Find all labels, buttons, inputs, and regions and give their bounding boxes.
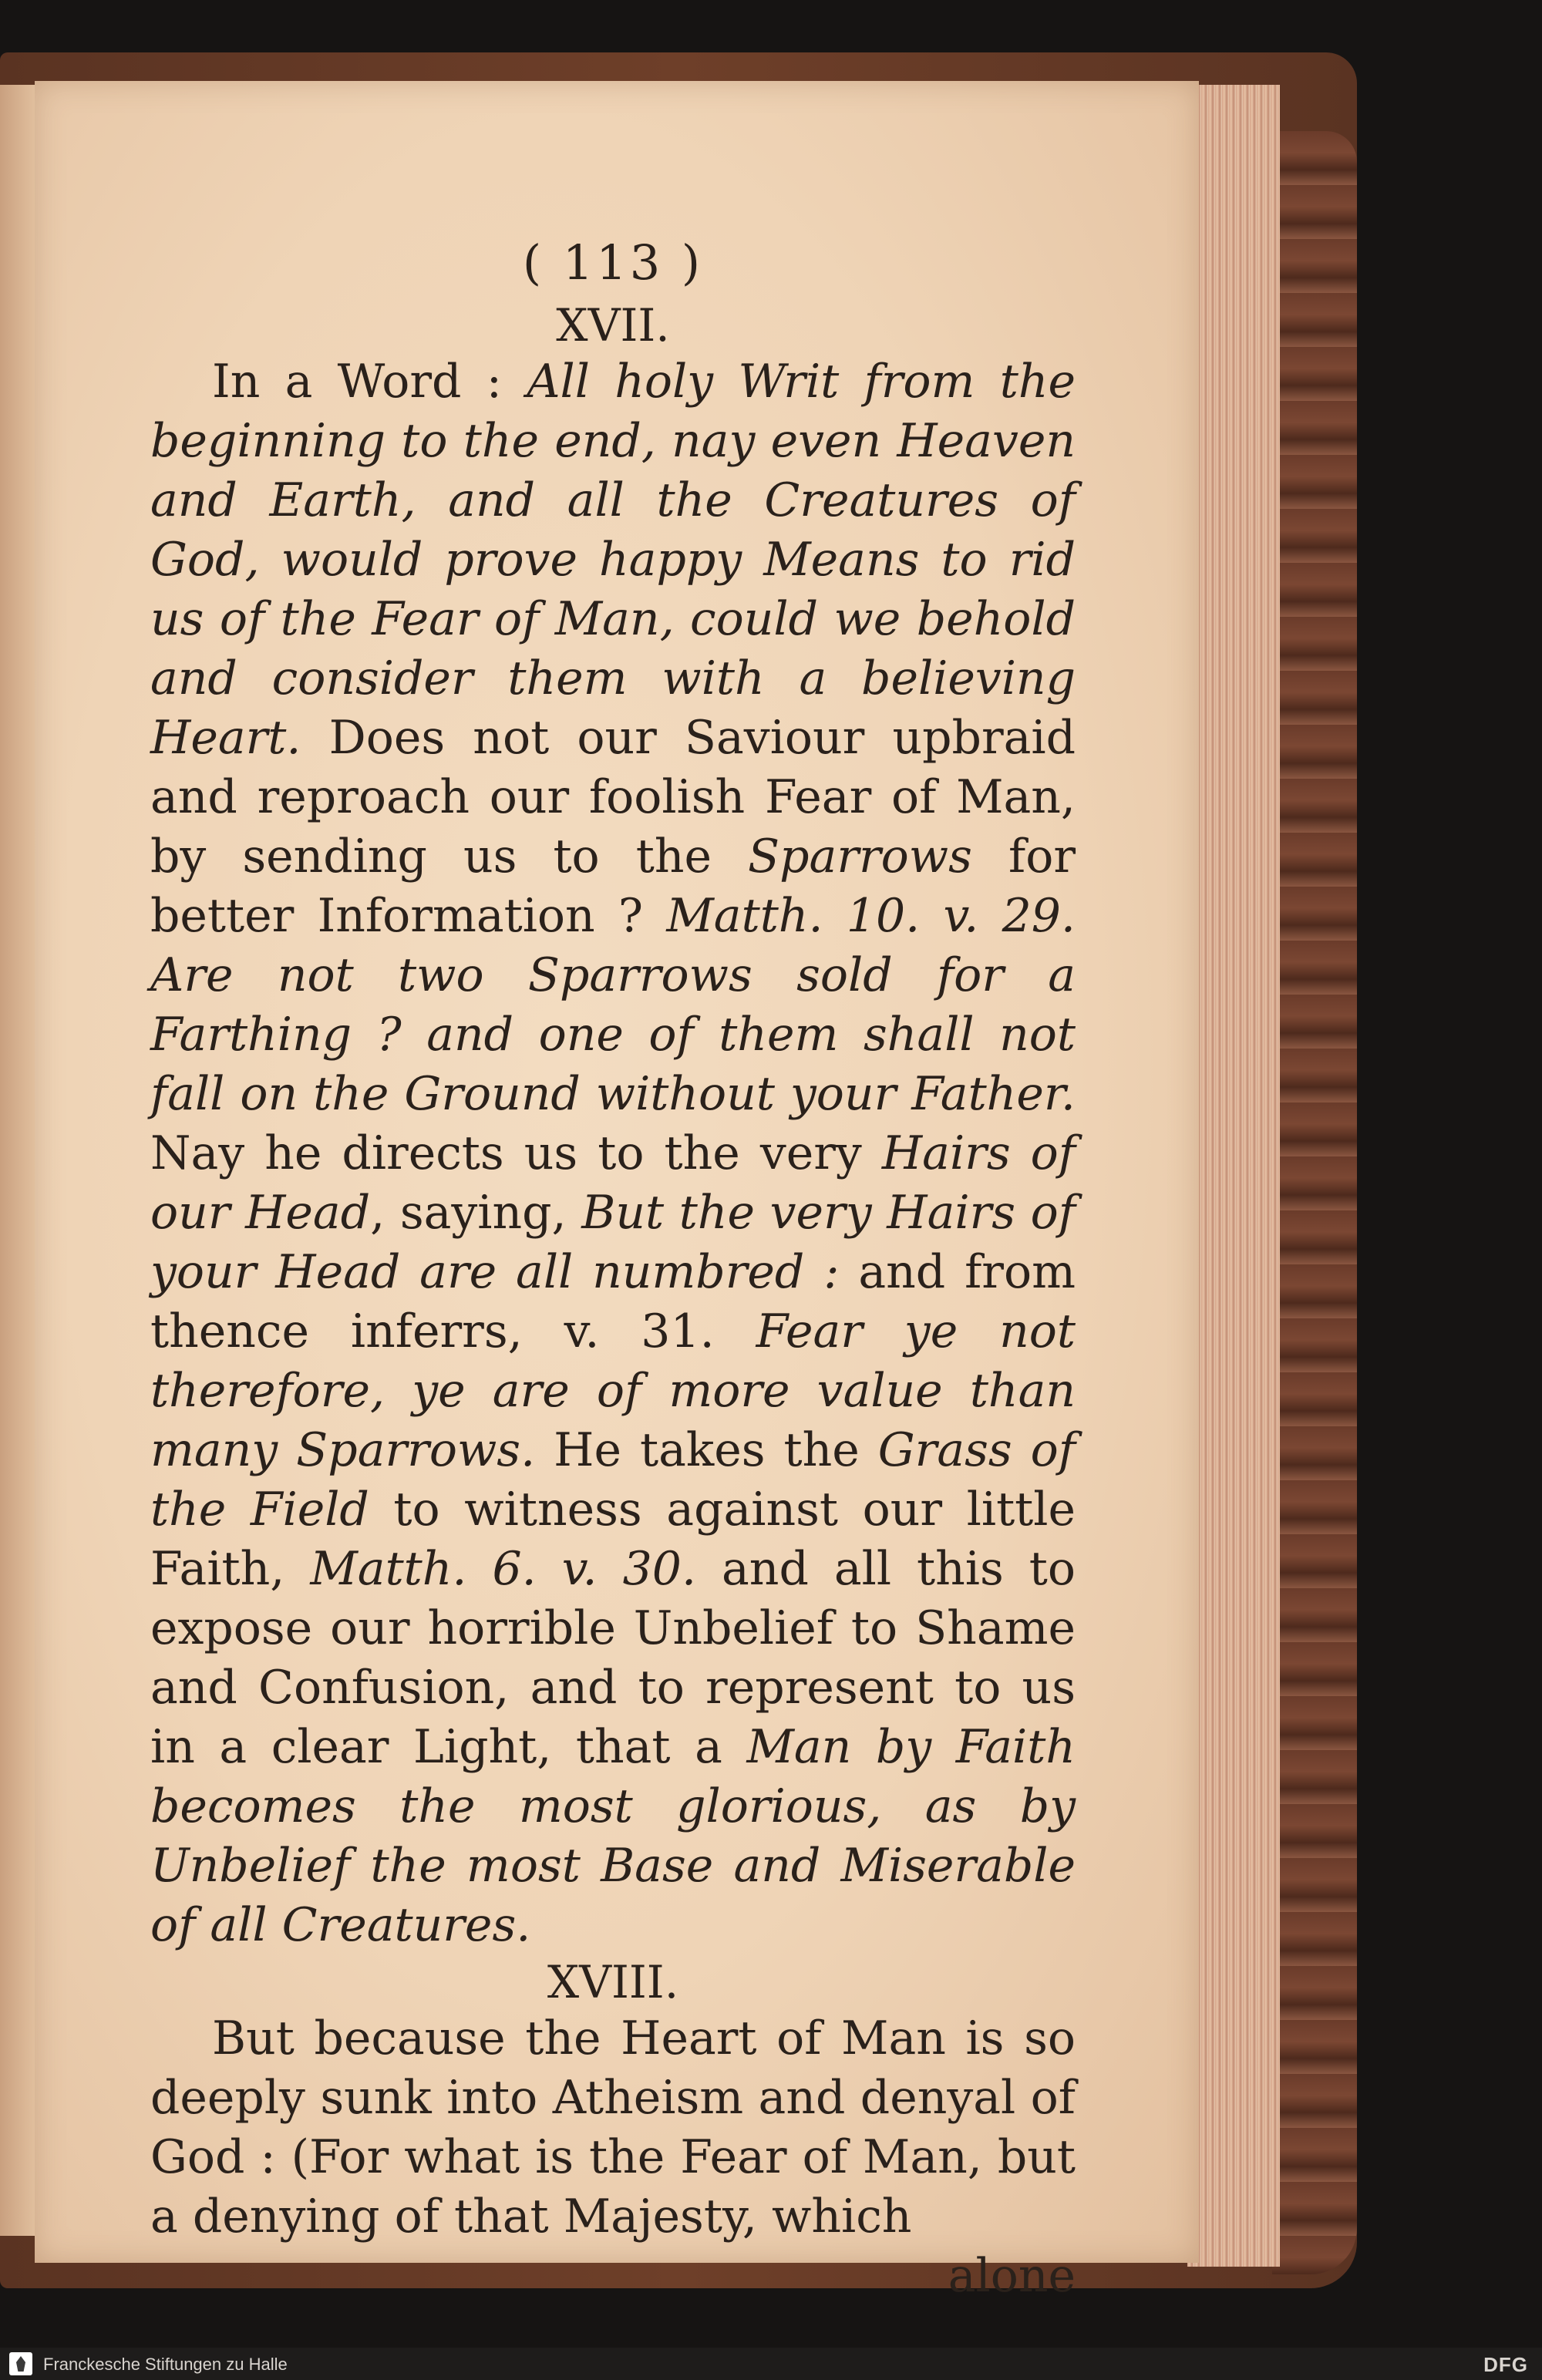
italic-run: But the very Hairs of your Head are all numbred : [150,1186,1076,1299]
roman-run: In a Word : [212,355,527,409]
page-block-edges [1187,85,1280,2267]
italic-run: Hairs of our Head [150,1126,1076,1240]
italic-run: Grass of the Field [150,1423,1076,1537]
paragraph-xviii: But because the Heart of Man is so deeply sunk into Atheism and denyal of God : (For what is the Fear of Man, but a denying of that Majesty, which [150,2011,1076,2244]
page-number: ( 113 ) [522,234,704,291]
roman-run: to witness against our little Faith, [150,1483,1076,1596]
italic-run: Fear ye not therefore, ye are of more value than many Sparrows. [150,1304,1076,1477]
page-text [150,235,1076,2306]
roman-run: , saying, [370,1186,582,1240]
institution-logo-icon [9,2352,32,2375]
paragraph-xvii [150,352,1076,1955]
roman-run: He takes the [535,1423,878,1477]
italic-run: All holy Writ from the beginning to the end, nay even Heaven and Earth, and all the Creatures of God, would prove happy Means to rid us of the Fear of Man, could we behold and consider them with a believing Heart. [150,355,1076,765]
book-spine-edge [1272,131,1357,2274]
dfg-logo: DFG [1483,2353,1528,2376]
roman-run: for better Information ? [150,830,1076,943]
institution-name: Franckesche Stiftungen zu Halle [43,2355,288,2374]
book-page [35,81,1199,2303]
roman-run: Does not our Saviour upbraid and reproach our foolish Fear of Man, by sending us to the [150,711,1076,884]
section-heading-xvii: XVII. [556,299,670,352]
roman-run: and all this to expose our horrible Unbelief to Shame and Confusion, and to represent to us in a clear Light, that a [150,1542,1076,1774]
section-heading-xviii: XVIII. [547,1956,679,2008]
italic-run: Man by Faith becomes the most glorious, as by Unbelief the most Base and Miserable of all Creatures. [150,1720,1076,1952]
italic-run: Sparrows [748,830,972,884]
italic-run: Matth. 6. v. 30. [310,1542,697,1596]
italic-run: Matth. 10. v. 29. Are not two Sparrows sold for a Farthing ? and one of them shall not fall on the Ground without your Father. [150,889,1076,1121]
roman-run: Nay he directs us to the very [150,1126,882,1180]
roman-run: and from thence inferrs, v. 31. [150,1245,1076,1358]
footer-bar [0,2348,1542,2380]
catchword: alone [948,2249,1076,2303]
